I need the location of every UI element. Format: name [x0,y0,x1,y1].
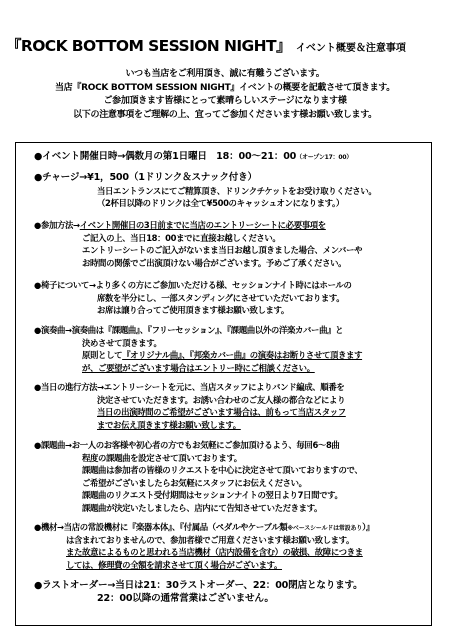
section-songs [34,324,444,374]
section-heading: ●当日の進行方法→エントリーシートを元に、当店スタッフによりバンド編成、順番を [34,382,345,392]
section-flow [34,381,444,431]
section-line: 課題曲のリクエスト受付期間はセッションナイトの翌日より7日間です。 [82,490,343,500]
section-heading: ●椅子について→より多くの方にご参加いただける様、セッションナイト時にはホールの [34,280,352,290]
section-line: お時間の関係でご出演頂けない場合がございます。予めご了承ください。 [82,257,347,268]
section-heading: ●ラストオーダー→当日は21：30ラストオーダー、22：00閉店となります。 [34,580,363,591]
intro-line: ご参加頂きます皆様にとって素晴らしいステージになります様 [103,96,347,106]
section-line: 決定させていただきます。お誘い合わせのご友人様の都合などにより [97,394,346,405]
section-line: 原則として『オリジナル曲』、『邦楽カバー曲』の演奏はお断りさせて頂きます [82,350,363,360]
section-line: 当日の出演時間のご希望がございます場合は、前もって当店スタッフ [97,407,346,417]
section-seats [34,279,444,317]
intro-line: 以下の注意事項をご理解の上、宜ってご参加くださいます様お願い致します。 [73,109,377,120]
section-heading: ●イベント開催日時→偶数月の第1日曜日 18：00〜21：00（オープン17：00） [34,151,353,162]
intro-line: いつも当店をご利用頂き、誠に有難うございます。 [125,69,325,79]
section-line: 課題曲は参加者の皆様のリクエストを中心に決定させて頂いておりますので、 [82,465,363,475]
section-line: 程度の課題曲を設定させて頂いております。 [82,452,242,463]
section-line: お席は譲り合ってご使用頂きます様お願い致します。 [97,305,289,315]
section-heading: ●チャージ→¥1，500（1ドリンク＆スナック付き） [34,172,257,183]
section-line: は含まれておりませんので、参加者様でご用意くださいます様お願い致します。 [66,534,355,545]
section-heading: ●演奏曲→演奏曲は『課題曲』、『フリーセッション』、『課題曲以外の洋楽カバー曲』と [34,325,344,335]
section-line: 当日エントランスにてご精算頂き、ドリンクチケットをお受け取りください。 [97,185,377,196]
section-line: 席数を半分にし、一部スタンディングにさせていただいております。 [97,292,345,303]
page-subtitle: イベント概要＆注意事項 [295,43,406,54]
event-title: 『ROCK BOTTOM SESSION NIGHT』 [6,37,291,55]
section-line: （2杯目以降のドリンクは全て¥500のキャッシュオンになります。） [97,198,344,208]
section-line: エントリーシートのご記入がないまま当日お越し頂きました場合、メンバーや [82,245,363,255]
section-line: ご希望がございましたらお気軽にスタッフにお伝えください。 [82,477,307,488]
section-charge [34,172,444,210]
section-line: 22：00以降の通常営業はございません。 [97,592,274,604]
intro-text [0,68,450,122]
section-line: また故意によるものと思われる当店機材（店内設備を含む）の破損、故障につきま [66,547,363,557]
section-heading: ●参加方法→イベント開催日の3日前までに当店のエントリーシートに必要事項を [34,220,326,230]
section-line: しては、修理費の全額を請求させて頂く場合がございます。 [66,559,283,570]
section-line: までお伝え頂きます様お願い致します。 [97,419,241,430]
section-heading: ●課題曲→お一人のお客様や初心者の方でもお気軽にご参加頂けるよう、毎回6〜8曲 [34,440,340,450]
section-entry [34,219,444,269]
section-date [34,151,444,164]
intro-line: 当店『ROCK BOTTOM SESSION NIGHT』イベントの概要を記載させて頂きます。 [54,82,395,93]
section-assigned-songs [34,439,444,514]
section-line: が、ご要望がございます場合はエントリー時にご相談ください。 [82,362,315,373]
section-heading: ●機材→当店の常設機材に『楽器本体』、『付属品（ペダルやケーブル類※ベースシールドは常設あり）』 [34,522,374,532]
section-last-order [34,580,444,605]
section-line: ご記入の上、当日18：00までに直接お越しください。 [82,232,281,243]
section-line: 決めさせて頂きます。 [82,337,162,348]
header [6,34,446,56]
section-line: 課題曲が決定いたしましたら、店内にて告知させていただきます。 [82,502,323,513]
section-gear [34,521,444,571]
